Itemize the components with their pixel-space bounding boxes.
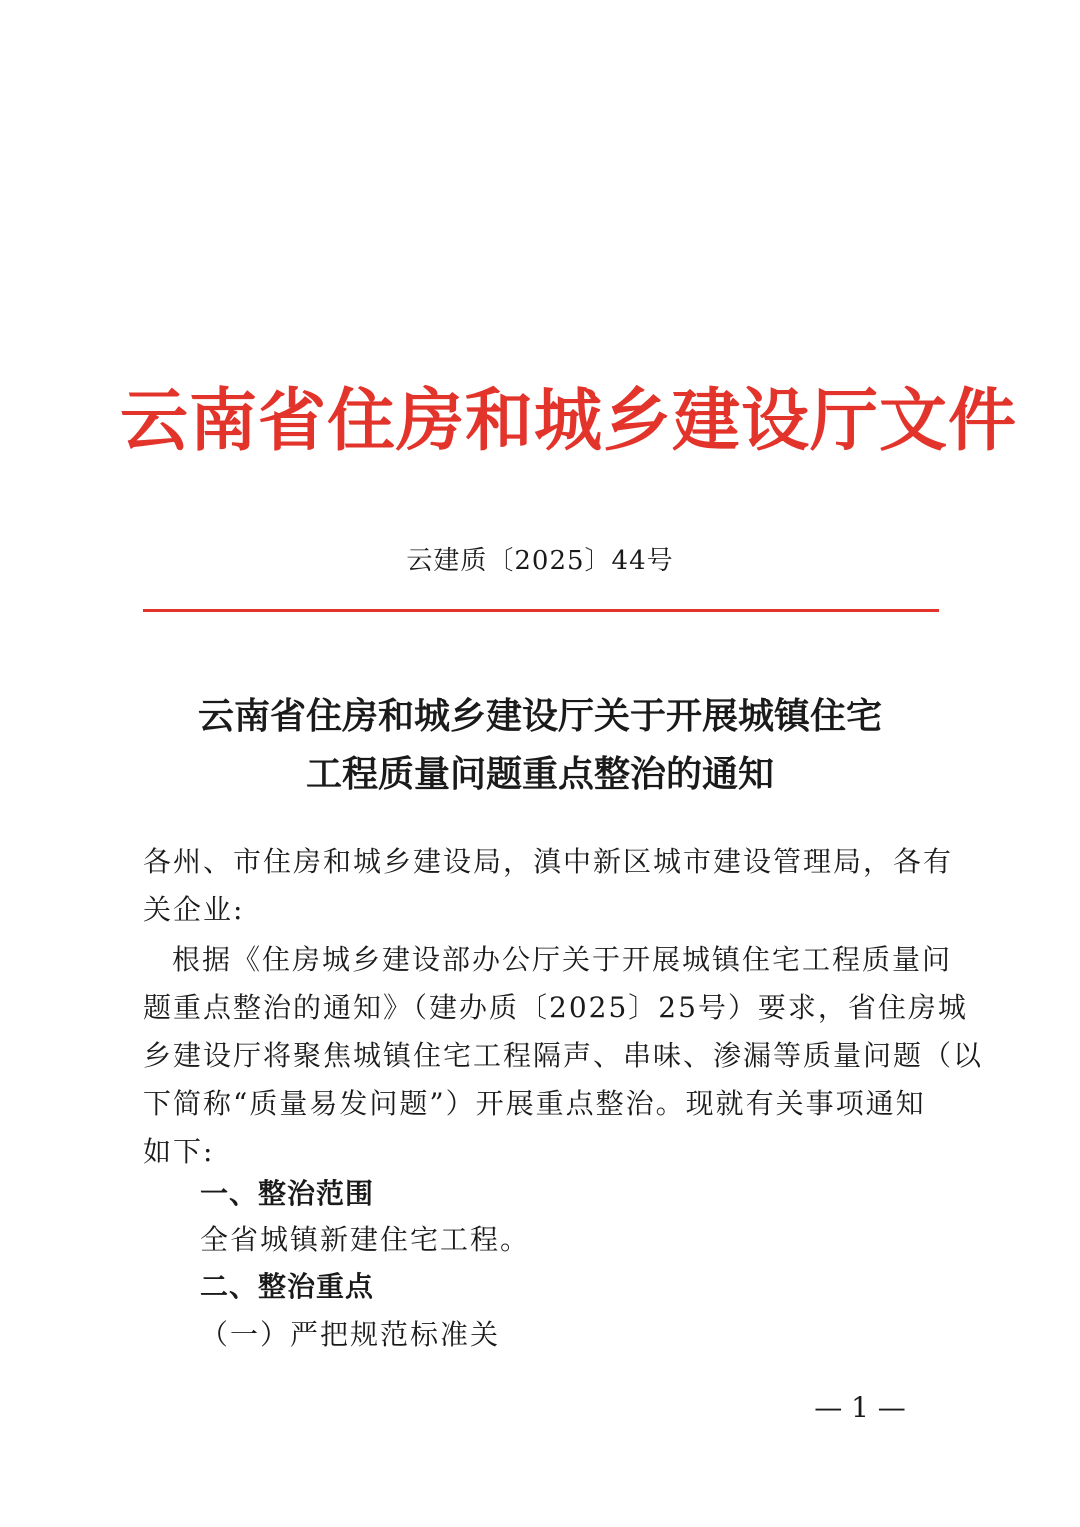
header-title: 云南省住房和城乡建设厅文件 (120, 382, 1018, 461)
red-divider-line (143, 609, 939, 612)
paragraph-1-line-2: 题重点整治的通知》（建办质〔2025〕25号）要求，省住房城 (143, 991, 968, 1024)
paragraph-1-line-4: 下简称“质量易发问题”）开展重点整治。现就有关事项通知 (143, 1087, 926, 1120)
section-2-heading: 二、整治重点 (200, 1270, 375, 1303)
paragraph-1-line-5: 如下: (143, 1135, 215, 1168)
notice-title-line-2: 工程质量问题重点整治的通知 (305, 754, 774, 795)
section-2-subheading-1: （一）严把规范标准关 (200, 1318, 501, 1351)
addressee-line-2: 关企业: (143, 893, 245, 926)
page-number: — 1 — (814, 1391, 906, 1424)
notice-title-line-1: 云南省住房和城乡建设厅关于开展城镇住宅 (197, 696, 882, 737)
notice-title (100, 688, 980, 804)
section-1-heading: 一、整治范围 (200, 1177, 375, 1210)
section-1-text: 全省城镇新建住宅工程。 (200, 1223, 531, 1256)
addressee-line-1: 各州、市住房和城乡建设局，滇中新区城市建设管理局，各有 (143, 845, 954, 878)
paragraph-1-line-1: 根据《住房城乡建设部办公厅关于开展城镇住宅工程质量问 (172, 943, 953, 976)
paragraph-1-line-3: 乡建设厅将聚焦城镇住宅工程隔声、串味、渗漏等质量问题（以 (143, 1039, 984, 1072)
issuing-authority-header (120, 372, 1018, 472)
document-number: 云建质〔2025〕44号 (406, 546, 674, 576)
